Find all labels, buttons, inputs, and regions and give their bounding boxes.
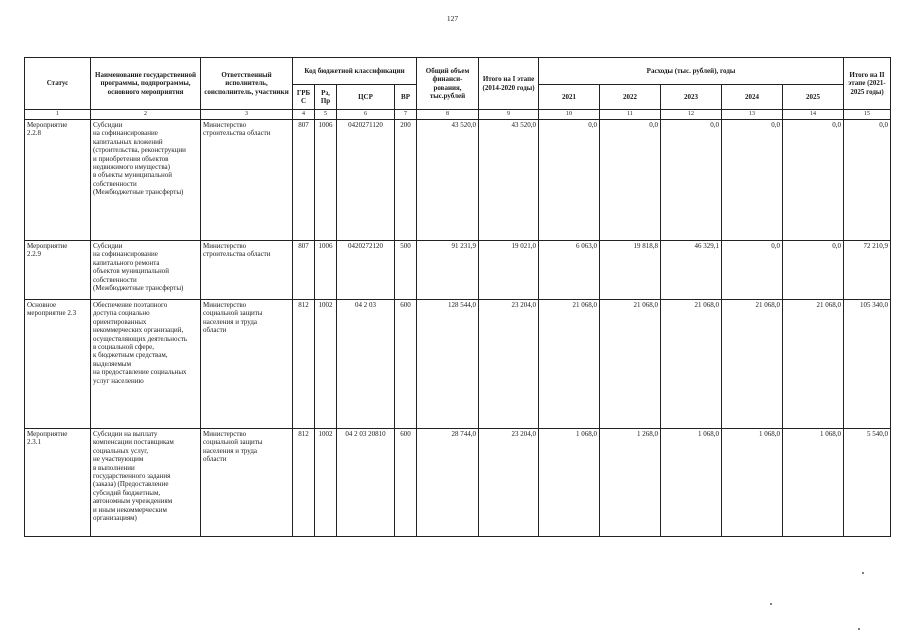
row-name: Субсидии на выплату компенсации поставщикам социальных услуг, не участвующим в выполнении государственного задания (заказа) (Предоставление субсидий бюджетным, автономным учреждениям и иным некоммерческим организациям): [91, 429, 201, 537]
row-status: Мероприятие 2.2.8: [25, 120, 91, 241]
row-csr: 0420271120: [337, 120, 395, 241]
row-csr: 04 2 03 20810: [337, 429, 395, 537]
row-rzpr: 1002: [315, 429, 337, 537]
column-number: 9: [479, 110, 539, 120]
row-year-value: 0,0: [783, 120, 844, 241]
row-vr: 600: [395, 429, 417, 537]
row-csr: 04 2 03: [337, 300, 395, 429]
column-number: 14: [783, 110, 844, 120]
row-year-value: 0,0: [722, 241, 783, 300]
row-responsible: Министерство социальной защиты населения и труда области: [201, 300, 293, 429]
column-number-row: [25, 110, 891, 120]
row-vr: 600: [395, 300, 417, 429]
row-year-value: 0,0: [722, 120, 783, 241]
row-year-value: 0,0: [600, 120, 661, 241]
column-number: 8: [417, 110, 479, 120]
header-row: [25, 58, 891, 85]
row-responsible: Министерство социальной защиты населения и труда области: [201, 429, 293, 537]
column-number: 1: [25, 110, 91, 120]
header-year: 2025: [783, 85, 844, 110]
row-stage1: 23 204,0: [479, 300, 539, 429]
row-csr: 0420272120: [337, 241, 395, 300]
row-rzpr: 1002: [315, 300, 337, 429]
row-status: Основное мероприятие 2.3: [25, 300, 91, 429]
header-responsible: Ответственный исполнитель, соисполнитель, участники: [201, 58, 293, 110]
column-number: 2: [91, 110, 201, 120]
row-year-value: 1 268,0: [600, 429, 661, 537]
table-row: [25, 120, 891, 241]
column-number: 4: [293, 110, 315, 120]
row-vr: 500: [395, 241, 417, 300]
row-year-value: 1 068,0: [722, 429, 783, 537]
row-stage2: 105 340,0: [844, 300, 891, 429]
row-vr: 200: [395, 120, 417, 241]
column-number: 10: [539, 110, 600, 120]
header-year: 2024: [722, 85, 783, 110]
header-total-volume: Общий объем финанси-рования, тыс.рублей: [417, 58, 479, 110]
row-total: 128 544,0: [417, 300, 479, 429]
budget-table: [24, 57, 891, 537]
header-grbs: ГРБ С: [293, 85, 315, 110]
header-vr: ВР: [395, 85, 417, 110]
row-stage2: 72 210,9: [844, 241, 891, 300]
row-year-value: 21 068,0: [783, 300, 844, 429]
scan-speck: [770, 603, 772, 605]
column-number: 5: [315, 110, 337, 120]
row-year-value: 1 068,0: [539, 429, 600, 537]
row-year-value: 1 068,0: [783, 429, 844, 537]
row-year-value: 46 329,1: [661, 241, 722, 300]
row-year-value: 21 068,0: [722, 300, 783, 429]
scan-speck: [858, 628, 860, 630]
column-number: 6: [337, 110, 395, 120]
row-name: Субсидии на софинансирование капитальных вложений (строительства, реконструкции и приобретения объектов недвижимого имущества) в объекты муниципальной собственности (Межбюджетные трансферты): [91, 120, 201, 241]
row-year-value: 0,0: [661, 120, 722, 241]
row-year-value: 6 063,0: [539, 241, 600, 300]
row-year-value: 1 068,0: [661, 429, 722, 537]
header-year: 2022: [600, 85, 661, 110]
row-total: 43 520,0: [417, 120, 479, 241]
row-stage1: 19 021,0: [479, 241, 539, 300]
row-stage1: 43 520,0: [479, 120, 539, 241]
column-number: 15: [844, 110, 891, 120]
row-stage2: 0,0: [844, 120, 891, 241]
row-year-value: 19 818,8: [600, 241, 661, 300]
header-expenses: Расходы (тыс. рублей), годы: [539, 58, 844, 85]
row-year-value: 21 068,0: [661, 300, 722, 429]
row-status: Мероприятие 2.3.1: [25, 429, 91, 537]
table-row: [25, 300, 891, 429]
row-responsible: Министерство строительства области: [201, 241, 293, 300]
column-number: 7: [395, 110, 417, 120]
row-year-value: 0,0: [539, 120, 600, 241]
row-grbs: 807: [293, 120, 315, 241]
row-grbs: 812: [293, 300, 315, 429]
header-budget-code: Код бюджетной классификации: [293, 58, 417, 85]
table-row: [25, 429, 891, 537]
column-number: 3: [201, 110, 293, 120]
header-year: 2023: [661, 85, 722, 110]
header-name: Наименование государственной программы, подпрограммы, основного мероприятия: [91, 58, 201, 110]
row-grbs: 807: [293, 241, 315, 300]
row-status: Мероприятие 2.2.9: [25, 241, 91, 300]
row-rzpr: 1006: [315, 120, 337, 241]
header-rzpr: Рз, Пр: [315, 85, 337, 110]
column-number: 11: [600, 110, 661, 120]
row-total: 91 231,9: [417, 241, 479, 300]
column-number: 13: [722, 110, 783, 120]
row-total: 28 744,0: [417, 429, 479, 537]
row-grbs: 812: [293, 429, 315, 537]
header-stage2: Итого на II этапе (2021-2025 годы): [844, 58, 891, 110]
row-year-value: 21 068,0: [600, 300, 661, 429]
page-number: 127: [446, 14, 459, 23]
row-year-value: 21 068,0: [539, 300, 600, 429]
row-stage2: 5 540,0: [844, 429, 891, 537]
row-rzpr: 1006: [315, 241, 337, 300]
header-stage1: Итого на I этапе (2014-2020 годы): [479, 58, 539, 110]
header-csr: ЦСР: [337, 85, 395, 110]
row-name: Обеспечение поэтапного доступа социально ориентированных некоммерческих организаций, осуществляющих деятельность в социальной сфере, к бюджетным средствам, выделяемым на предоставление социальных услуг населению: [91, 300, 201, 429]
header-status: Статус: [25, 58, 91, 110]
column-number: 12: [661, 110, 722, 120]
row-stage1: 23 204,0: [479, 429, 539, 537]
row-name: Субсидии на софинансирование капитального ремонта объектов муниципальной собственности (Межбюджетные трансферты): [91, 241, 201, 300]
row-year-value: 0,0: [783, 241, 844, 300]
row-responsible: Министерство строительства области: [201, 120, 293, 241]
scan-speck: [862, 572, 864, 574]
header-year: 2021: [539, 85, 600, 110]
table-row: [25, 241, 891, 300]
